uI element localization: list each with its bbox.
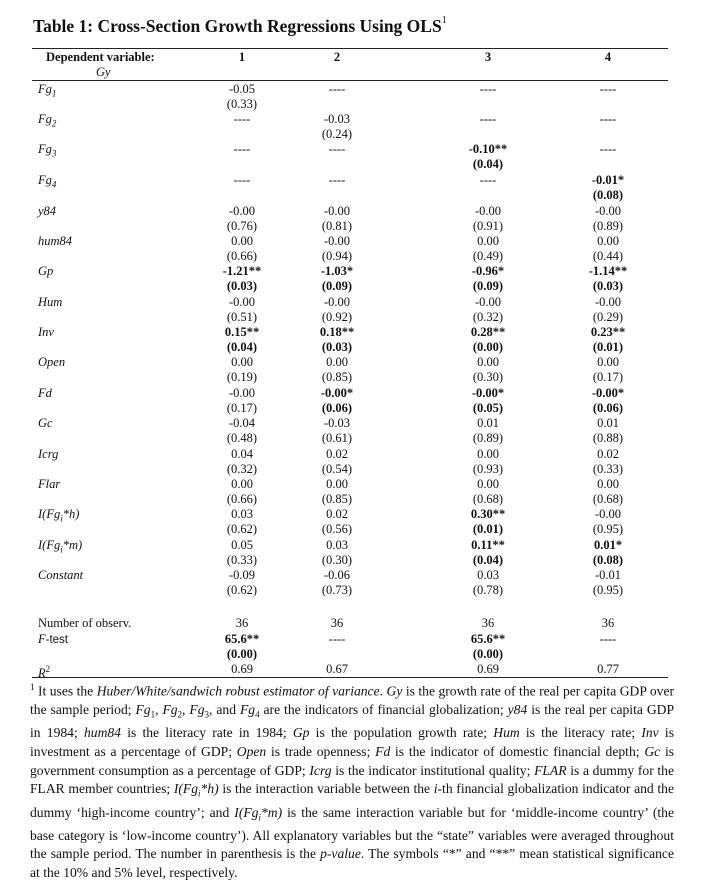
p-value-cell: (0.95) — [592, 522, 624, 536]
coefficient-cell: 0.05 — [231, 538, 253, 552]
row-label-subscript: i — [60, 513, 63, 524]
p-value-cell: (0.66) — [226, 249, 258, 263]
coefficient-cell: -0.01 — [594, 568, 622, 582]
r-squared-label-r: R — [38, 666, 46, 681]
footnote-mark: 1 — [30, 682, 35, 692]
footnote-segment: Hum — [493, 725, 520, 741]
coefficient-cell: -0.00 — [228, 295, 256, 309]
row-label-text: Open — [38, 355, 66, 369]
footnote-segment: is government consumption as a percentage of GDP; — [30, 744, 675, 778]
p-value-cell: (0.48) — [226, 431, 258, 445]
p-value-cell: (0.33) — [226, 97, 258, 111]
coefficient-cell: ---- — [599, 142, 617, 156]
row-label — [38, 386, 52, 400]
top-rule — [32, 48, 668, 49]
row-label — [38, 112, 56, 131]
row-label-text: Constant — [38, 568, 84, 582]
coefficient-cell: -0.00 — [323, 234, 351, 248]
p-value-cell: (0.08) — [592, 188, 624, 202]
coefficient-cell: ---- — [233, 142, 251, 156]
coefficient-cell: 0.00 — [231, 355, 253, 369]
row-label — [38, 142, 56, 161]
coefficient-cell: ---- — [479, 82, 497, 96]
p-value-cell: (0.68) — [592, 492, 624, 506]
nobs-value: 36 — [601, 616, 615, 630]
p-value-cell: (0.06) — [592, 401, 624, 415]
f-test-label — [38, 632, 68, 647]
table-title-text: Table 1: Cross-Section Growth Regressions Using OLS — [33, 16, 442, 36]
coefficient-cell: -0.03 — [323, 416, 351, 430]
coefficient-cell: 0.00 — [231, 477, 253, 491]
footnote-segment: *m) — [260, 804, 283, 820]
p-value-cell: (0.09) — [321, 279, 353, 293]
coefficient-cell: -0.96* — [471, 264, 505, 278]
footnote-text — [30, 678, 674, 883]
footnote-segment: I(Fg — [234, 804, 259, 820]
r-squared-label-sup: 2 — [45, 664, 51, 674]
p-value-cell: (0.30) — [472, 370, 504, 384]
coefficient-cell: 0.00 — [326, 477, 348, 491]
row-label-text: Fg — [38, 112, 52, 126]
dependent-variable-label: Dependent variable: — [46, 50, 155, 64]
p-value-cell: (0.91) — [472, 219, 504, 233]
footnote-segment: is the growth rate of the real per capita GDP over the sample period; — [30, 683, 674, 718]
p-value-cell: (0.17) — [226, 401, 258, 415]
p-value-cell: (0.19) — [226, 370, 258, 384]
footnote-segment: is the indicator of domestic financial depth; — [390, 744, 645, 760]
footnote-segment: Fg — [162, 702, 178, 718]
coefficient-cell: -1.14** — [588, 264, 628, 278]
row-label — [38, 82, 56, 101]
coefficient-cell: 0.00 — [477, 355, 499, 369]
row-label-suffix: *m) — [62, 538, 83, 552]
p-value-cell: (0.06) — [321, 401, 353, 415]
coefficient-cell: -0.00 — [474, 204, 502, 218]
title-footnote-mark: 1 — [441, 15, 447, 27]
coefficient-cell: 0.30** — [470, 507, 506, 521]
p-value-cell: (0.51) — [226, 310, 258, 324]
footnote-segment: 2 — [177, 709, 183, 720]
coefficient-cell: ---- — [328, 82, 346, 96]
coefficient-cell: -0.00* — [591, 386, 625, 400]
f-test-value: 65.6** — [470, 632, 506, 646]
f-test-label-rest: -test — [45, 634, 69, 646]
coefficient-cell: 0.28** — [470, 325, 506, 339]
coefficient-cell: 0.01 — [597, 416, 619, 430]
r-squared-value: 0.69 — [477, 662, 499, 676]
p-value-cell: (0.85) — [321, 492, 353, 506]
footnote-segment: is the same interaction variable but for ‘middle-income country’ (the base category is ‘low-income country’). All explanatory variables but the “state” variables were averaged throughout the sample period. The number in parenthesis is the — [30, 804, 674, 862]
p-value-cell: (0.00) — [472, 340, 504, 354]
row-label-text: I(Fg — [38, 538, 61, 552]
p-value-cell: (0.33) — [592, 462, 624, 476]
p-value-cell: (0.94) — [321, 249, 353, 263]
footnote-segment: i — [258, 812, 261, 823]
p-value-cell: (0.81) — [321, 219, 353, 233]
footnote — [30, 678, 674, 883]
coefficient-cell: ---- — [233, 112, 251, 126]
p-value-cell: (0.89) — [472, 431, 504, 445]
footnote-segment: 3 — [204, 709, 210, 720]
r-squared-value: 0.77 — [597, 662, 619, 676]
row-label — [38, 416, 53, 430]
footnote-segment: Inv — [641, 725, 659, 741]
coefficient-cell: 0.02 — [326, 447, 348, 461]
f-test-value: 65.6** — [224, 632, 260, 646]
p-value-cell: (0.03) — [321, 340, 353, 354]
footnote-segment: Gc — [644, 744, 661, 760]
row-label — [38, 538, 82, 557]
row-label-text: Flar — [38, 477, 61, 491]
coefficient-cell: ---- — [479, 173, 497, 187]
p-value-cell: (0.85) — [321, 370, 353, 384]
footnote-segment: I(Fg — [173, 781, 199, 797]
coefficient-cell: 0.00 — [597, 355, 619, 369]
coefficient-cell: -0.00* — [320, 386, 354, 400]
footnote-segment: is the literacy rate; — [519, 725, 642, 741]
p-value-cell: (0.04) — [472, 553, 504, 567]
footnote-segment: is a dummy for the FLAR member countries; — [30, 762, 675, 797]
footnote-segment: Gy — [386, 683, 403, 699]
p-value-cell: (0.24) — [321, 127, 353, 141]
coefficient-cell: 0.00 — [477, 447, 499, 461]
column-header-4: 4 — [604, 50, 612, 64]
footnote-segment: i — [198, 788, 201, 799]
row-label-text: I(Fg — [38, 507, 61, 521]
row-label-subscript: 4 — [51, 179, 57, 190]
coefficient-cell: -0.06 — [323, 568, 351, 582]
p-value-cell: (0.61) — [321, 431, 353, 445]
p-value-cell: (0.33) — [226, 553, 258, 567]
coefficient-cell: -0.00 — [323, 295, 351, 309]
row-label-text: Fg — [38, 173, 52, 187]
coefficient-cell: -0.00 — [228, 386, 256, 400]
row-label — [38, 204, 56, 218]
p-value-cell: (0.92) — [321, 310, 353, 324]
footnote-segment: is trade openness; — [266, 744, 376, 760]
nobs-value: 36 — [481, 616, 495, 630]
f-test-label-f: F — [38, 632, 46, 646]
p-value-cell: (0.01) — [592, 340, 624, 354]
coefficient-cell: 0.00 — [477, 234, 499, 248]
row-label-text: Hum — [38, 295, 63, 309]
row-label-text: y84 — [38, 204, 57, 218]
coefficient-cell: 0.00 — [326, 355, 348, 369]
coefficient-cell: 0.03 — [326, 538, 348, 552]
footnote-segment: FLAR — [534, 762, 567, 778]
r-squared-value: 0.67 — [326, 662, 348, 676]
coefficient-cell: -0.00 — [474, 295, 502, 309]
p-value-cell: (0.76) — [226, 219, 258, 233]
p-value-cell: (0.03) — [592, 279, 624, 293]
footnote-segment: is the indicator institutional quality; — [331, 762, 535, 778]
footnote-segment: 1 — [150, 709, 156, 720]
coefficient-cell: 0.23** — [590, 325, 626, 339]
dependent-variable-name: Gy — [96, 65, 111, 79]
p-value-cell: (0.32) — [226, 462, 258, 476]
coefficient-cell: -1.03* — [320, 264, 354, 278]
coefficient-cell: ---- — [599, 82, 617, 96]
column-header-3: 3 — [484, 50, 492, 64]
row-label-text: Fg — [38, 82, 52, 96]
p-value-cell: (0.08) — [592, 553, 624, 567]
p-value-cell: (0.62) — [226, 522, 258, 536]
row-label — [38, 355, 65, 369]
p-value-cell: (0.89) — [592, 219, 624, 233]
p-value-cell: (0.88) — [592, 431, 624, 445]
row-label-text: Gp — [38, 264, 54, 278]
coefficient-cell: 0.18** — [319, 325, 355, 339]
footnote-segment: i — [433, 781, 438, 797]
f-test-p-value: (0.00) — [226, 647, 258, 661]
row-label-subscript: 2 — [51, 118, 57, 129]
footnote-segment: Huber/White/sandwich robust estimator of variance — [96, 683, 380, 699]
row-label-text: Gc — [38, 416, 53, 430]
footnote-segment: It uses the — [34, 683, 97, 699]
p-value-cell: (0.56) — [321, 522, 353, 536]
coefficient-cell: ---- — [479, 112, 497, 126]
footnote-segment: , and — [209, 702, 240, 718]
p-value-cell: (0.01) — [472, 522, 504, 536]
row-label-text: Fg — [38, 142, 52, 156]
row-label — [38, 568, 83, 582]
p-value-cell: (0.05) — [472, 401, 504, 415]
coefficient-cell: 0.01* — [593, 538, 623, 552]
footnote-segment: is the literacy rate in 1984; — [120, 725, 293, 741]
coefficient-cell: 0.04 — [231, 447, 253, 461]
footnote-segment: Fg — [189, 702, 205, 718]
footnote-segment: Fg — [239, 702, 256, 718]
p-value-cell: (0.30) — [321, 553, 353, 567]
coefficient-cell: 0.02 — [597, 447, 619, 461]
p-value-cell: (0.66) — [226, 492, 258, 506]
p-value-cell: (0.32) — [472, 310, 504, 324]
p-value-cell: (0.17) — [592, 370, 624, 384]
row-label-subscript: 3 — [51, 148, 57, 159]
column-header-1: 1 — [238, 50, 246, 64]
row-label-subscript: i — [60, 544, 63, 555]
coefficient-cell: -0.00 — [594, 204, 622, 218]
footnote-segment: . — [379, 683, 387, 699]
footnote-segment: is the real per capita GDP in 1984; — [30, 702, 675, 741]
row-label — [38, 447, 58, 461]
coefficient-cell: -0.01* — [591, 173, 625, 187]
f-test-p-value: (0.00) — [472, 647, 504, 661]
coefficient-cell: -1.21** — [222, 264, 262, 278]
footnote-segment: Gp — [292, 725, 310, 741]
coefficient-cell: -0.00 — [228, 204, 256, 218]
p-value-cell: (0.73) — [321, 583, 353, 597]
coefficient-cell: -0.00 — [323, 204, 351, 218]
p-value-cell: (0.44) — [592, 249, 624, 263]
coefficient-cell: -0.00* — [471, 386, 505, 400]
p-value-cell: (0.68) — [472, 492, 504, 506]
footnote-segment: , — [182, 702, 190, 718]
f-test-value: ---- — [328, 632, 346, 646]
footnote-segment: . The symbols “*” and “**” mean statistical significance at the 10% and 5% level, respectively. — [30, 846, 674, 881]
table-title — [33, 16, 447, 37]
r-squared-value: 0.69 — [231, 662, 253, 676]
coefficient-cell: ---- — [328, 173, 346, 187]
footnote-segment: hum84 — [83, 725, 121, 741]
footnote-segment: is the interaction variable between the — [218, 781, 434, 797]
footnote-segment: is investment as a percentage of GDP; — [30, 725, 674, 760]
row-label-text: Fd — [38, 386, 52, 400]
coefficient-cell: -0.00 — [594, 507, 622, 521]
row-label — [38, 325, 54, 339]
row-label-text: Icrg — [38, 447, 59, 461]
row-label — [38, 234, 72, 248]
footnote-segment: , — [155, 702, 163, 718]
p-value-cell: (0.04) — [226, 340, 258, 354]
footnote-segment: is the population growth rate; — [309, 725, 494, 741]
coefficient-cell: 0.01 — [477, 416, 499, 430]
row-label — [38, 264, 53, 278]
footnote-segment: *h) — [200, 781, 219, 797]
footnote-segment: Icrg — [309, 762, 332, 778]
coefficient-cell: 0.11** — [471, 538, 505, 552]
footnote-segment: p-value — [320, 846, 361, 862]
nobs-value: 36 — [235, 616, 249, 630]
footnote-segment: -th financial globalization indicator and the dummy ‘high-income country’; and — [30, 781, 674, 820]
coefficient-cell: -0.03 — [323, 112, 351, 126]
coefficient-cell: 0.02 — [326, 507, 348, 521]
coefficient-cell: 0.03 — [231, 507, 253, 521]
p-value-cell: (0.03) — [226, 279, 258, 293]
p-value-cell: (0.62) — [226, 583, 258, 597]
column-header-2: 2 — [333, 50, 341, 64]
coefficient-cell: ---- — [233, 173, 251, 187]
coefficient-cell: -0.05 — [228, 82, 256, 96]
coefficient-cell: ---- — [599, 112, 617, 126]
p-value-cell: (0.95) — [592, 583, 624, 597]
footnote-segment: are the indicators of financial globalization; — [259, 702, 508, 718]
coefficient-cell: 0.00 — [477, 477, 499, 491]
nobs-label: Number of observ. — [38, 616, 132, 630]
row-label-subscript: 1 — [51, 88, 57, 99]
p-value-cell: (0.29) — [592, 310, 624, 324]
coefficient-cell: -0.09 — [228, 568, 256, 582]
p-value-cell: (0.93) — [472, 462, 504, 476]
f-test-value: ---- — [599, 632, 617, 646]
p-value-cell: (0.54) — [321, 462, 353, 476]
coefficient-cell: 0.00 — [231, 234, 253, 248]
p-value-cell: (0.49) — [472, 249, 504, 263]
coefficient-cell: -0.10** — [468, 142, 508, 156]
footnote-segment: Fd — [375, 744, 391, 760]
coefficient-cell: 0.00 — [597, 477, 619, 491]
row-label — [38, 173, 56, 192]
coefficient-cell: -0.00 — [594, 295, 622, 309]
row-label-suffix: *h) — [62, 507, 80, 521]
footnote-segment: Fg — [135, 702, 151, 718]
row-label — [38, 295, 62, 309]
p-value-cell: (0.09) — [472, 279, 504, 293]
row-label — [38, 507, 79, 526]
row-label-text: hum84 — [38, 234, 73, 248]
coefficient-cell: 0.15** — [224, 325, 260, 339]
coefficient-cell: -0.04 — [228, 416, 256, 430]
coefficient-cell: 0.03 — [477, 568, 499, 582]
footnote-segment: 4 — [255, 709, 260, 720]
p-value-cell: (0.78) — [472, 583, 504, 597]
coefficient-cell: 0.00 — [597, 234, 619, 248]
header-rule — [32, 80, 668, 81]
footnote-segment: y84 — [507, 702, 528, 718]
nobs-value: 36 — [330, 616, 344, 630]
coefficient-cell: ---- — [328, 142, 346, 156]
row-label-text: Inv — [38, 325, 54, 339]
p-value-cell: (0.04) — [472, 157, 504, 171]
footnote-segment: Open — [236, 744, 267, 760]
row-label — [38, 477, 60, 491]
